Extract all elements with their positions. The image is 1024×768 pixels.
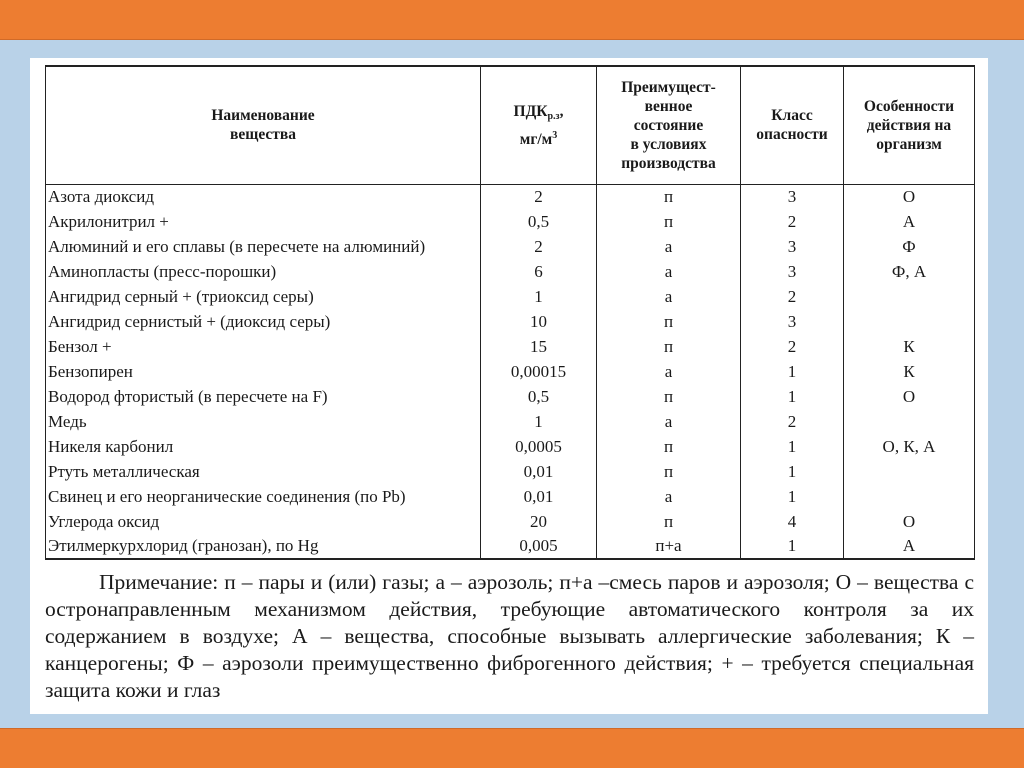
header-state: Преимущест- венное состояние в условиях производства bbox=[597, 66, 741, 184]
cell-class: 1 bbox=[741, 384, 844, 409]
cell-class: 3 bbox=[741, 259, 844, 284]
cell-name: Медь bbox=[46, 409, 481, 434]
cell-name: Бензол + bbox=[46, 334, 481, 359]
cell-pdk: 20 bbox=[481, 509, 597, 534]
table-row bbox=[46, 484, 975, 509]
cell-name: Ангидрид серный + (триоксид серы) bbox=[46, 284, 481, 309]
cell-state: а bbox=[597, 484, 741, 509]
cell-state: п bbox=[597, 309, 741, 334]
cell-effect bbox=[844, 409, 975, 434]
cell-pdk: 0,01 bbox=[481, 484, 597, 509]
cell-class: 2 bbox=[741, 284, 844, 309]
table-row bbox=[46, 234, 975, 259]
cell-effect bbox=[844, 309, 975, 334]
cell-effect: Ф bbox=[844, 234, 975, 259]
cell-effect: О bbox=[844, 384, 975, 409]
cell-state: а bbox=[597, 259, 741, 284]
table-row bbox=[46, 259, 975, 284]
table-row bbox=[46, 534, 975, 559]
cell-class: 1 bbox=[741, 459, 844, 484]
cell-state: п+а bbox=[597, 534, 741, 559]
cell-class: 3 bbox=[741, 184, 844, 209]
cell-pdk: 0,01 bbox=[481, 459, 597, 484]
cell-pdk: 1 bbox=[481, 409, 597, 434]
cell-class: 4 bbox=[741, 509, 844, 534]
cell-state: а bbox=[597, 409, 741, 434]
cell-pdk: 2 bbox=[481, 234, 597, 259]
table-row bbox=[46, 359, 975, 384]
cell-name: Азота диоксид bbox=[46, 184, 481, 209]
cell-effect: К bbox=[844, 359, 975, 384]
cell-pdk: 0,005 bbox=[481, 534, 597, 559]
table-row bbox=[46, 309, 975, 334]
cell-effect: А bbox=[844, 534, 975, 559]
cell-name: Свинец и его неорганические соединения (по Pb) bbox=[46, 484, 481, 509]
cell-state: п bbox=[597, 509, 741, 534]
cell-state: п bbox=[597, 334, 741, 359]
header-features: Особенности действия на организм bbox=[844, 66, 975, 184]
table-row bbox=[46, 459, 975, 484]
cell-pdk: 1 bbox=[481, 284, 597, 309]
table-row bbox=[46, 184, 975, 209]
cell-pdk: 6 bbox=[481, 259, 597, 284]
cell-name: Акрилонитрил + bbox=[46, 209, 481, 234]
table-row bbox=[46, 384, 975, 409]
cell-state: п bbox=[597, 209, 741, 234]
cell-name: Никеля карбонил bbox=[46, 434, 481, 459]
cell-class: 1 bbox=[741, 434, 844, 459]
table-header-row bbox=[46, 66, 975, 184]
slide-content bbox=[30, 58, 988, 714]
header-name: Наименование вещества bbox=[46, 66, 481, 184]
cell-name: Ангидрид сернистый + (диоксид серы) bbox=[46, 309, 481, 334]
cell-effect: О bbox=[844, 184, 975, 209]
cell-name: Аминопласты (пресс-порошки) bbox=[46, 259, 481, 284]
substances-table bbox=[45, 65, 975, 560]
cell-state: а bbox=[597, 359, 741, 384]
cell-class: 2 bbox=[741, 209, 844, 234]
cell-name: Водород фтористый (в пересчете на F) bbox=[46, 384, 481, 409]
cell-class: 3 bbox=[741, 234, 844, 259]
header-pdk: $ПДК_{р.з}$, $мг/м^3$ bbox=[481, 66, 597, 184]
cell-name: Бензопирен bbox=[46, 359, 481, 384]
cell-class: 1 bbox=[741, 534, 844, 559]
cell-state: п bbox=[597, 459, 741, 484]
header-class: Класс опасности bbox=[741, 66, 844, 184]
table-row bbox=[46, 509, 975, 534]
table-row bbox=[46, 334, 975, 359]
cell-class: 2 bbox=[741, 334, 844, 359]
table-row bbox=[46, 209, 975, 234]
cell-effect: О bbox=[844, 509, 975, 534]
cell-pdk: 0,00015 bbox=[481, 359, 597, 384]
cell-effect bbox=[844, 284, 975, 309]
cell-class: 1 bbox=[741, 484, 844, 509]
top-accent-band bbox=[0, 0, 1024, 40]
cell-pdk: 15 bbox=[481, 334, 597, 359]
cell-pdk: 0,5 bbox=[481, 209, 597, 234]
cell-state: п bbox=[597, 384, 741, 409]
cell-effect bbox=[844, 484, 975, 509]
cell-pdk: 0,0005 bbox=[481, 434, 597, 459]
cell-name: Этилмеркурхлорид (гранозан), по Hg bbox=[46, 534, 481, 559]
bottom-accent-band bbox=[0, 728, 1024, 768]
cell-effect: Ф, А bbox=[844, 259, 975, 284]
cell-effect bbox=[844, 459, 975, 484]
cell-class: 1 bbox=[741, 359, 844, 384]
cell-class: 3 bbox=[741, 309, 844, 334]
cell-pdk: 0,5 bbox=[481, 384, 597, 409]
cell-name: Алюминий и его сплавы (в пересчете на алюминий) bbox=[46, 234, 481, 259]
cell-effect: О, К, А bbox=[844, 434, 975, 459]
cell-class: 2 bbox=[741, 409, 844, 434]
cell-effect: А bbox=[844, 209, 975, 234]
cell-name: Углерода оксид bbox=[46, 509, 481, 534]
table-note: Примечание: п – пары и (или) газы; а – аэрозоль; п+а –смесь паров и аэрозоля; О – вещества с остронаправленным механизмом действия, требующие автоматического контроля за их содержанием в воздухе; А – вещества, способные вызывать аллергические заболевания; К – канцерогены; Ф – аэрозоли преимущественно фиброгенного действия; + – требуется специальная защита кожи и глаз bbox=[45, 570, 974, 702]
cell-pdk: 10 bbox=[481, 309, 597, 334]
cell-pdk: 2 bbox=[481, 184, 597, 209]
table-row bbox=[46, 434, 975, 459]
cell-state: п bbox=[597, 184, 741, 209]
table-row bbox=[46, 284, 975, 309]
cell-state: а bbox=[597, 234, 741, 259]
cell-effect: К bbox=[844, 334, 975, 359]
cell-state: а bbox=[597, 284, 741, 309]
table-row bbox=[46, 409, 975, 434]
cell-state: п bbox=[597, 434, 741, 459]
cell-name: Ртуть металлическая bbox=[46, 459, 481, 484]
